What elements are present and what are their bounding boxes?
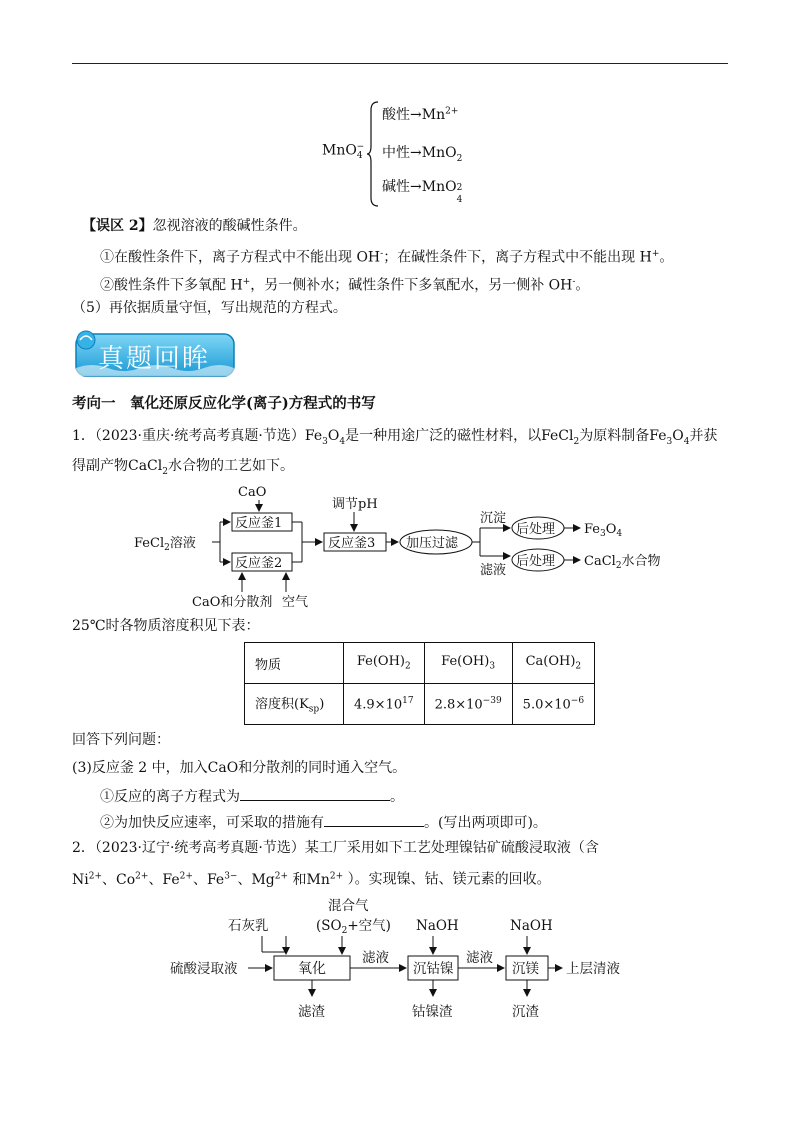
flow2-output: 上层清液 xyxy=(566,961,620,977)
flow1-reactor3: 反应釜3 xyxy=(328,536,376,551)
flow2-naoh1: NaOH xyxy=(416,918,459,934)
flow2-mix2: ($SO_2+$空气) xyxy=(316,918,391,936)
flow1-reactor2: 反应釜2 xyxy=(235,556,283,571)
table-row xyxy=(245,684,595,725)
flow2-magnesium: 沉镁 xyxy=(512,961,539,977)
flow1-air: 空气 xyxy=(282,595,309,610)
flow2-residue3: 沉渣 xyxy=(512,1004,539,1020)
q1-part3: (3)反应釜 2 中，加入CaO和分散剂的同时通入空气。 xyxy=(72,760,407,776)
flow2-mix: 混合气 xyxy=(328,898,369,914)
flow2-residue2: 钴镍渣 xyxy=(412,1004,453,1020)
flow2-lime: 石灰乳 xyxy=(228,918,269,934)
flow2-feed: 硫酸浸取液 xyxy=(170,961,238,977)
table-intro: 25℃时各物质溶度积见下表： xyxy=(72,618,260,634)
q2-line1: 2．（2023·辽宁·统考高考真题·节选）某工厂采用如下工艺处理镍钴矿硫酸浸取液（含 xyxy=(72,840,599,856)
flow1-precip: 沉淀 xyxy=(480,511,507,526)
neutral-case: 中性→MnO$_2$ xyxy=(382,145,463,164)
flow1-filtrate: 滤液 xyxy=(480,563,507,578)
flow1-feed-label: FeCl$_2$溶液 xyxy=(134,536,196,553)
flow2-naoh2: NaOH xyxy=(510,918,553,934)
acid-case: 酸性$\to Mn^{2+}$ xyxy=(382,106,459,123)
table-cell: $2.8\times 10^{-39}$ xyxy=(424,684,512,725)
q1-sub1: ①反应的离子方程式为 。 xyxy=(100,786,404,807)
dolphin-icon xyxy=(77,331,95,349)
q1-sub2: ②为加快反应速率，可采取的措施有 。(写出两项即可)。 xyxy=(100,812,547,833)
brace-icon xyxy=(366,100,380,208)
base-case: 碱性→MnO 2 4 xyxy=(382,179,463,205)
flow1-cao-label: CaO xyxy=(238,485,267,500)
flow2-filtrate1: 滤液 xyxy=(362,950,389,966)
step5: （5）再依据质量守恒，写出规范的方程式。 xyxy=(72,300,347,316)
flow1-reactor1: 反应釜1 xyxy=(235,516,283,531)
table-row xyxy=(245,643,595,684)
answer-blank-1[interactable] xyxy=(240,786,390,801)
table-cell: $5.0\times 10^{-6}$ xyxy=(512,684,594,725)
flow2-residue1: 滤渣 xyxy=(298,1004,325,1020)
mno4-rule xyxy=(322,96,502,212)
table-cell: 溶度积$(K_{sp})$ xyxy=(245,684,344,725)
q1-line2: 得副产物CaCl$_2$水合物的工艺如下。 xyxy=(72,458,294,477)
q2-line2: $Ni^{2+}$、$Co^{2+}$、$Fe^{2+}$、$Fe^{3-}$、$Mg^{2+}$ 和$Mn^{2+}$ ）。实现镍、钴、镁元素的回收。 xyxy=(72,871,551,888)
table-cell: $Fe(OH)_3$ xyxy=(424,643,512,684)
ion-list: $Ni^{2+}$、$Co^{2+}$、$Fe^{2+}$、$Fe^{3-}$、$Mg^{2+}$ 和$Mn^{2+}$ xyxy=(72,871,344,888)
flow1-filter: 加压过滤 xyxy=(406,536,459,551)
flow-diagram-2 xyxy=(170,892,640,1024)
header-rule xyxy=(72,63,728,64)
error2-title: 【误区 2】忽视溶液的酸碱性条件。 xyxy=(82,218,307,234)
flow2-oxidize: 氧化 xyxy=(298,961,326,977)
ksp-table xyxy=(244,642,595,725)
flow1-prod1: $Fe_3O_4$ xyxy=(584,522,623,539)
error2-item2: ②酸性条件下多氧配 H+，另一侧补水；碱性条件下多氧配水，另一侧补 OH-。 xyxy=(100,277,590,294)
table-cell: $Fe(OH)_2$ xyxy=(344,643,425,684)
flow-diagram-1 xyxy=(134,482,674,612)
flow2-cobalt-nickel: 沉钴镍 xyxy=(413,961,454,977)
section-title: 考向一 氧化还原反应化学(离子)方程式的书写 xyxy=(72,395,376,412)
error2-item1: ①在酸性条件下，离子方程式中不能出现 OH-；在碱性条件下，离子方程式中不能出现 H+。 xyxy=(100,249,674,266)
flow1-post2: 后处理 xyxy=(516,554,556,569)
table-cell: $4.9\times 10^{17}$ xyxy=(344,684,425,725)
answer-prompt: 回答下列问题： xyxy=(72,732,170,748)
flow1-prod2: CaCl$_2$水合物 xyxy=(584,554,661,571)
answer-blank-2[interactable] xyxy=(324,812,424,827)
mno4-label: MnO$_4$− xyxy=(322,142,365,162)
q1-line1: 1．（2023·重庆·统考高考真题·节选）$Fe_3O_4$是一种用途广泛的磁性材料，以FeCl$_2$为原料制备$Fe_3O_4$并获 xyxy=(72,428,718,447)
table-cell: 物质 xyxy=(245,643,344,684)
flow2-filtrate2: 滤液 xyxy=(466,950,493,966)
flow1-post1: 后处理 xyxy=(516,522,556,537)
banner-title: 真题回眸 xyxy=(98,344,211,374)
flow1-ph: 调节pH xyxy=(332,497,378,512)
table-cell: $Ca(OH)_2$ xyxy=(512,643,594,684)
flow1-cao-disp: CaO和分散剂 xyxy=(192,595,273,610)
